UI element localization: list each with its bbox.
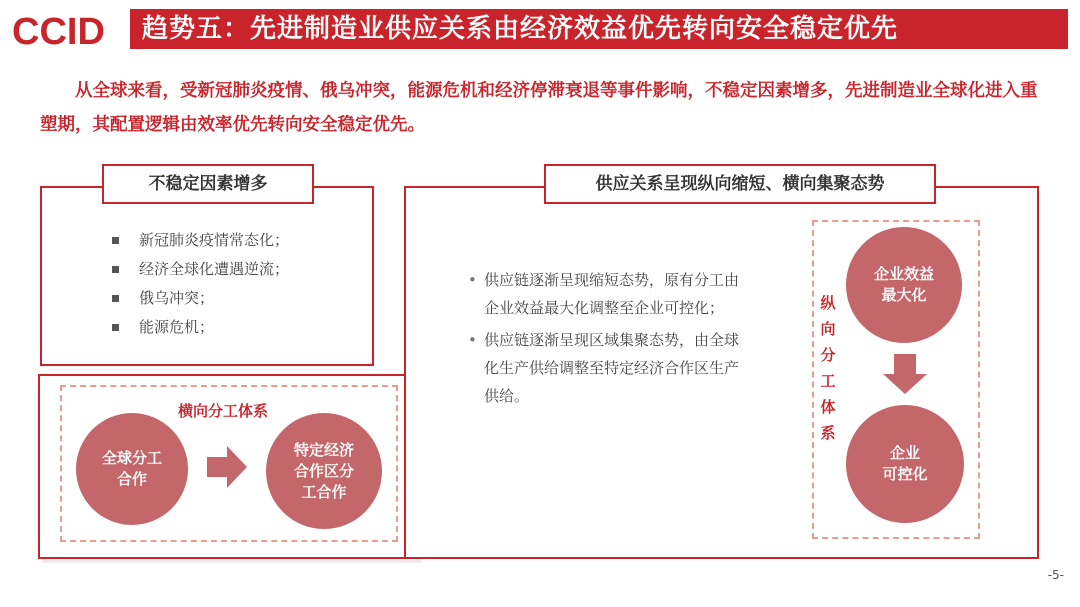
list-item: 新冠肺炎疫情常态化； [112, 226, 289, 255]
label-char: 纵 [820, 294, 836, 312]
circle-line: 企业 [889, 444, 920, 462]
benefit-max-circle [846, 227, 962, 343]
circle-line: 合作 [116, 470, 147, 488]
label-char: 系 [820, 424, 836, 442]
unstable-factors-list [112, 226, 289, 342]
supply-relation-tab: 供应关系呈现纵向缩短、横向集聚态势 [544, 164, 936, 204]
list-item: 经济全球化遭遇逆流； [112, 255, 289, 284]
intro-paragraph: 从全球来看，受新冠肺炎疫情、俄乌冲突，能源危机和经济停滞衰退等事件影响，不稳定因素增多，先进制造业全球化进入重塑期，其配置逻辑由效率优先转向安全稳定优先。 [40, 81, 1038, 135]
circle-line: 特定经济 [293, 440, 354, 459]
circle-line: 工合作 [301, 482, 347, 501]
controllable-circle [846, 405, 964, 523]
label-char: 体 [820, 398, 836, 416]
list-item: • 供应链逐渐呈现缩短态势，原有分工由企业效益最大化调整至企业可控化； [468, 266, 740, 322]
supply-relation-points [468, 266, 740, 414]
label-char: 工 [820, 372, 836, 390]
label-char: 向 [820, 320, 836, 338]
regional-cooperation-circle [266, 413, 382, 529]
page-number: -5- [1047, 568, 1064, 582]
circle-line: 企业效益 [873, 265, 934, 283]
arrow-right-icon [207, 446, 247, 488]
label-char: 分 [820, 346, 836, 364]
circle-line: 最大化 [881, 286, 927, 304]
ccid-logo [10, 9, 120, 51]
horizontal-division-label: 横向分工体系 [178, 402, 269, 420]
page-title: 趋势五：先进制造业供应关系由经济效益优先转向安全稳定优先 [130, 9, 1068, 49]
list-item: • 供应链逐渐呈现区域集聚态势，由全球化生产供给调整至特定经济合作区生产供给。 [468, 326, 740, 410]
unstable-factors-tab: 不稳定因素增多 [102, 164, 314, 204]
circle-line: 可控化 [882, 465, 928, 483]
global-cooperation-circle [76, 413, 188, 525]
circle-line: 合作区分 [293, 461, 354, 480]
logo-text: CCID [12, 11, 105, 51]
list-item: 俄乌冲突； [112, 284, 289, 313]
list-item: 能源危机； [112, 313, 289, 342]
vertical-division-label [818, 290, 838, 446]
arrow-down-icon [883, 354, 927, 394]
circle-line: 全球分工 [101, 449, 162, 467]
